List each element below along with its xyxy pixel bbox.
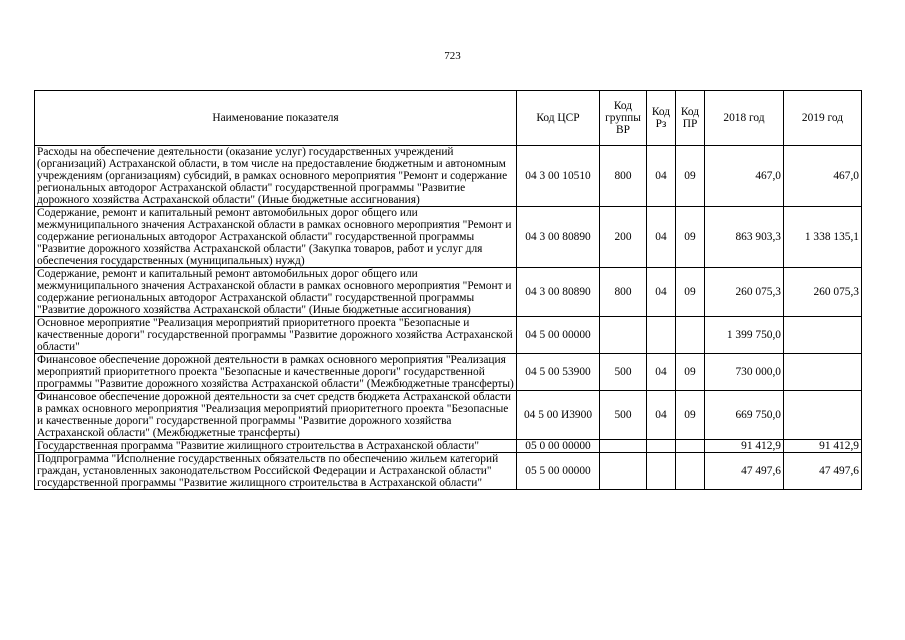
row-2018: 730 000,0 xyxy=(705,354,784,391)
row-vr: 500 xyxy=(600,391,647,440)
row-csr: 04 3 00 80890 xyxy=(517,268,600,317)
row-2019: 91 412,9 xyxy=(784,440,862,453)
row-name: Основное мероприятие "Реализация мероприятий приоритетного проекта "Безопасные и качественные дороги" государственной программы "Развитие дорожного хозяйства Астраханской области" xyxy=(35,317,517,354)
table-row xyxy=(35,453,862,490)
header-2019: 2019 год xyxy=(784,91,862,146)
table-row xyxy=(35,317,862,354)
table-row xyxy=(35,268,862,317)
row-rz xyxy=(647,440,676,453)
table-header-row xyxy=(35,91,862,146)
row-pr xyxy=(676,317,705,354)
row-2019 xyxy=(784,354,862,391)
header-rz: Код Рз xyxy=(647,91,676,146)
row-pr: 09 xyxy=(676,268,705,317)
row-csr: 05 0 00 00000 xyxy=(517,440,600,453)
row-rz: 04 xyxy=(647,268,676,317)
row-csr: 04 5 00 И3900 xyxy=(517,391,600,440)
row-pr: 09 xyxy=(676,391,705,440)
row-rz: 04 xyxy=(647,354,676,391)
row-name: Финансовое обеспечение дорожной деятельности в рамках основного мероприятия "Реализация мероприятий приоритетного проекта "Безопасные и качественные дороги" государственной программы "Развитие дорожного хозяйства Астраханской области" (Межбюджетные трансферты) xyxy=(35,354,517,391)
table-row xyxy=(35,146,862,207)
row-csr: 04 5 00 00000 xyxy=(517,317,600,354)
table-row xyxy=(35,391,862,440)
row-2018: 863 903,3 xyxy=(705,207,784,268)
row-csr: 04 5 00 53900 xyxy=(517,354,600,391)
row-pr: 09 xyxy=(676,354,705,391)
header-pr: Код ПР xyxy=(676,91,705,146)
row-vr xyxy=(600,440,647,453)
row-rz xyxy=(647,453,676,490)
row-vr: 800 xyxy=(600,146,647,207)
row-vr: 200 xyxy=(600,207,647,268)
table-row xyxy=(35,354,862,391)
header-vr: Код группы ВР xyxy=(600,91,647,146)
row-pr xyxy=(676,453,705,490)
row-name: Расходы на обеспечение деятельности (оказание услуг) государственных учреждений (организаций) Астраханской области, в том числе на предоставление бюджетным и автономным учреждениям (организациям) субсидий, в рамках основного мероприятия "Ремонт и содержание региональных автодорог Астраханской области" государственной программы "Развитие дорожного хозяйства Астраханской области" (Иные бюджетные ассигнования) xyxy=(35,146,517,207)
row-rz: 04 xyxy=(647,207,676,268)
row-2018: 91 412,9 xyxy=(705,440,784,453)
header-csr: Код ЦСР xyxy=(517,91,600,146)
row-rz: 04 xyxy=(647,391,676,440)
row-vr: 800 xyxy=(600,268,647,317)
table-row xyxy=(35,440,862,453)
row-2019: 467,0 xyxy=(784,146,862,207)
header-2018: 2018 год xyxy=(705,91,784,146)
budget-table xyxy=(34,90,862,490)
row-2019 xyxy=(784,391,862,440)
row-vr xyxy=(600,453,647,490)
page-number: 723 xyxy=(444,50,461,62)
row-csr: 05 5 00 00000 xyxy=(517,453,600,490)
row-rz: 04 xyxy=(647,146,676,207)
row-2018: 260 075,3 xyxy=(705,268,784,317)
header-name: Наименование показателя xyxy=(35,91,517,146)
row-pr: 09 xyxy=(676,146,705,207)
row-csr: 04 3 00 10510 xyxy=(517,146,600,207)
row-vr: 500 xyxy=(600,354,647,391)
row-name: Финансовое обеспечение дорожной деятельности за счет средств бюджета Астраханской области в рамках основного мероприятия "Реализация мероприятий приоритетного проекта "Безопасные и качественные дороги" государственной программы "Развитие дорожного хозяйства Астраханской области" (Межбюджетные трансферты) xyxy=(35,391,517,440)
row-name: Подпрограмма "Исполнение государственных обязательств по обеспечению жильем категорий граждан, установленных законодательством Российской Федерации и Астраханской области" государственной программы "Развитие жилищного строительства в Астраханской области" xyxy=(35,453,517,490)
row-2019 xyxy=(784,317,862,354)
row-2019: 47 497,6 xyxy=(784,453,862,490)
row-pr: 09 xyxy=(676,207,705,268)
row-name: Государственная программа "Развитие жилищного строительства в Астраханской области" xyxy=(35,440,517,453)
row-name: Содержание, ремонт и капитальный ремонт автомобильных дорог общего или межмуниципального значения Астраханской области в рамках основного мероприятия "Ремонт и содержание региональных автодорог Астраханской области" государственной программы "Развитие дорожного хозяйства Астраханской области" (Иные бюджетные ассигнования) xyxy=(35,268,517,317)
row-vr xyxy=(600,317,647,354)
row-2018: 467,0 xyxy=(705,146,784,207)
row-pr xyxy=(676,440,705,453)
row-2019: 1 338 135,1 xyxy=(784,207,862,268)
row-csr: 04 3 00 80890 xyxy=(517,207,600,268)
row-rz xyxy=(647,317,676,354)
table-row xyxy=(35,207,862,268)
row-name: Содержание, ремонт и капитальный ремонт автомобильных дорог общего или межмуниципального значения Астраханской области в рамках основного мероприятия "Ремонт и содержание региональных автодорог Астраханской области" государственной программы "Развитие дорожного хозяйства Астраханской области" (Закупка товаров, работ и услуг для обеспечения государственных (муниципальных) нужд) xyxy=(35,207,517,268)
row-2018: 47 497,6 xyxy=(705,453,784,490)
row-2018: 1 399 750,0 xyxy=(705,317,784,354)
row-2019: 260 075,3 xyxy=(784,268,862,317)
row-2018: 669 750,0 xyxy=(705,391,784,440)
